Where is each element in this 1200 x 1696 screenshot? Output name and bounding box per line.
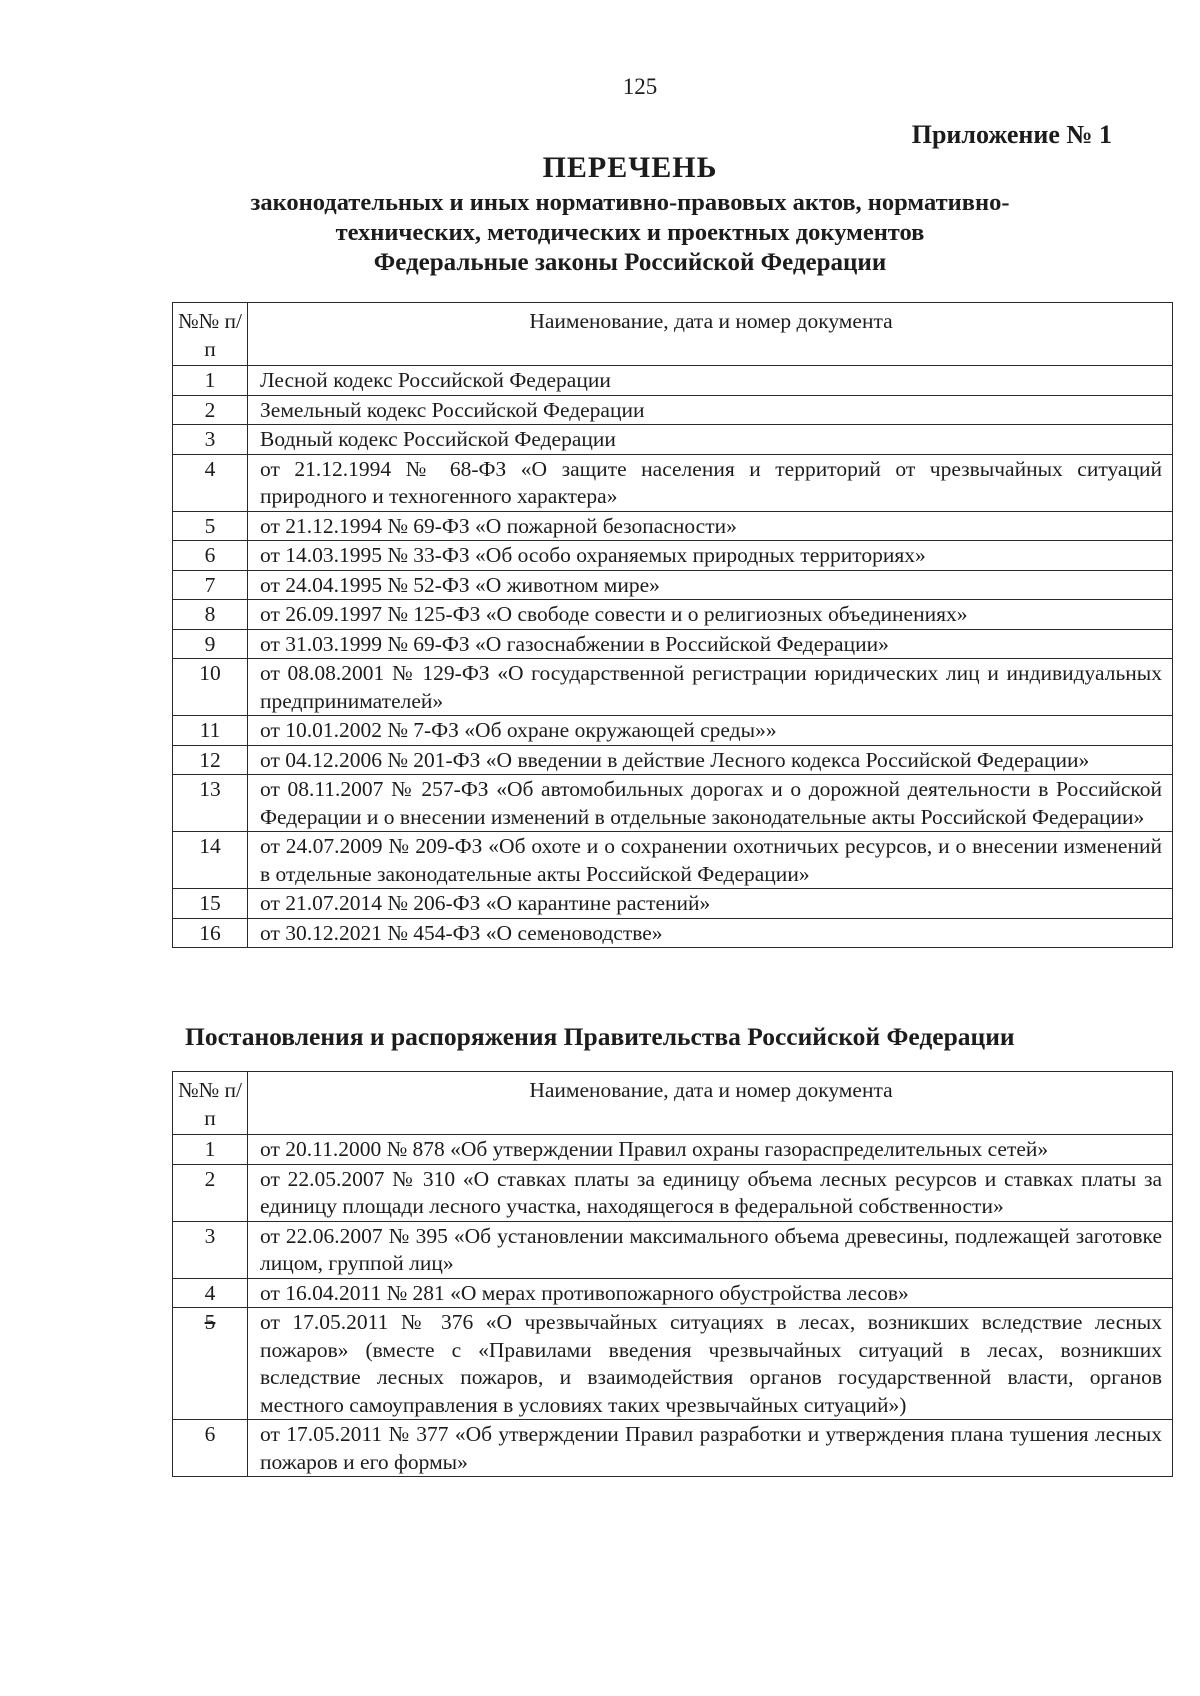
government-acts-table [172, 1071, 1173, 1477]
row-number: 1 [173, 366, 248, 396]
table-row [173, 600, 1173, 630]
row-number: 6 [173, 541, 248, 571]
row-number: 2 [173, 395, 248, 425]
table-row [173, 366, 1173, 396]
row-number: 14 [173, 832, 248, 889]
table-row [173, 889, 1173, 919]
row-document: от 21.07.2014 № 206-ФЗ «О карантине растений» [248, 889, 1173, 919]
table-row [173, 1278, 1173, 1308]
row-number: 16 [173, 918, 248, 948]
table-row [173, 1420, 1173, 1477]
row-document: от 17.05.2011 № 377 «Об утверждении Правил разработки и утверждения плана тушения лесных пожаров и его формы» [248, 1420, 1173, 1477]
table-row [173, 716, 1173, 746]
federal-laws-table [172, 302, 1173, 948]
row-number: 10 [173, 659, 248, 716]
table-row [173, 541, 1173, 571]
row-document: от 21.12.1994 № 68-ФЗ «О защите населения и территорий от чрезвычайных ситуаций природного и техногенного характера» [248, 454, 1173, 511]
row-number: 4 [173, 1278, 248, 1308]
row-number: 4 [173, 454, 248, 511]
table-header-row [173, 1072, 1173, 1135]
row-number: 8 [173, 600, 248, 630]
column-header-number: №№ п/п [173, 303, 248, 366]
table-header-row [173, 303, 1173, 366]
section-heading-government-acts: Постановления и распоряжения Правительства Российской Федерации [185, 1022, 1015, 1051]
row-document: от 26.09.1997 № 125-ФЗ «О свободе совести и о религиозных объединениях» [248, 600, 1173, 630]
row-number: 15 [173, 889, 248, 919]
table-row [173, 918, 1173, 948]
section-heading-federal-laws: Федеральные законы Российской Федерации [373, 249, 887, 276]
row-number: 7 [173, 570, 248, 600]
table-row [173, 775, 1173, 832]
table-row [173, 659, 1173, 716]
column-header-name: Наименование, дата и номер документа [248, 303, 1173, 366]
row-document: от 24.07.2009 № 209-ФЗ «Об охоте и о сохранении охотничьих ресурсов, и о внесении изменений в отдельные законодательные акты Российской Федерации» [248, 832, 1173, 889]
table-row [173, 511, 1173, 541]
row-number: 6 [173, 1420, 248, 1477]
table-row [173, 454, 1173, 511]
table-row [173, 1221, 1173, 1278]
document-subtitle-line2: технических, методических и проектных документов [335, 219, 925, 246]
row-number: 2 [173, 1164, 248, 1221]
row-document: от 20.11.2000 № 878 «Об утверждении Правил охраны газораспределительных сетей» [248, 1135, 1173, 1165]
row-document: Земельный кодекс Российской Федерации [248, 395, 1173, 425]
row-document: от 21.12.1994 № 69-ФЗ «О пожарной безопасности» [248, 511, 1173, 541]
row-document: от 30.12.2021 № 454-ФЗ «О семеноводстве» [248, 918, 1173, 948]
row-document: от 04.12.2006 № 201-ФЗ «О введении в действие Лесного кодекса Российской Федерации» [248, 745, 1173, 775]
table-row [173, 629, 1173, 659]
row-document: от 08.11.2007 № 257-ФЗ «Об автомобильных дорогах и о дорожной деятельности в Российской Федерации и о внесении изменений в отдельные законодательные акты Российской Федерации» [248, 775, 1173, 832]
row-document: Водный кодекс Российской Федерации [248, 425, 1173, 455]
row-document: от 22.05.2007 № 310 «О ставках платы за единицу объема лесных ресурсов и ставках платы за единицу площади лесного участка, находящегося в федеральной собственности» [248, 1164, 1173, 1221]
row-document: от 14.03.1995 № 33-ФЗ «Об особо охраняемых природных территориях» [248, 541, 1173, 571]
document-title: ПЕРЕЧЕНЬ [542, 151, 718, 184]
row-number: 9 [173, 629, 248, 659]
row-document: от 22.06.2007 № 395 «Об установлении максимального объема древесины, подлежащей заготовке лицом, группой лиц» [248, 1221, 1173, 1278]
table-row [173, 570, 1173, 600]
row-number: 5 [173, 1308, 248, 1420]
row-number: 12 [173, 745, 248, 775]
table-row [173, 1135, 1173, 1165]
row-number: 5 [173, 511, 248, 541]
table-row [173, 425, 1173, 455]
row-number: 13 [173, 775, 248, 832]
document-subtitle-line1: законодательных и иных нормативно-правовых актов, нормативно- [250, 189, 1010, 216]
row-document: от 16.04.2011 № 281 «О мерах противопожарного обустройства лесов» [248, 1278, 1173, 1308]
table-row [173, 1164, 1173, 1221]
row-number: 3 [173, 1221, 248, 1278]
row-document: от 08.08.2001 № 129-ФЗ «О государственной регистрации юридических лиц и индивидуальных предпринимателей» [248, 659, 1173, 716]
row-document: от 31.03.1999 № 69-ФЗ «О газоснабжении в Российской Федерации» [248, 629, 1173, 659]
row-document: от 10.01.2002 № 7-ФЗ «Об охране окружающей среды»» [248, 716, 1173, 746]
row-number: 3 [173, 425, 248, 455]
row-document: от 17.05.2011 № 376 «О чрезвычайных ситуациях в лесах, возникших вследствие лесных пожаров» (вместе с «Правилами введения чрезвычайных ситуаций в лесах, возникших вследствие лесных пожаров, и взаимодействия органов государственной власти, органов местного самоуправления в условиях таких чрезвычайных ситуаций») [248, 1308, 1173, 1420]
table-row [173, 395, 1173, 425]
table-row [173, 745, 1173, 775]
row-document: от 24.04.1995 № 52-ФЗ «О животном мире» [248, 570, 1173, 600]
table-row [173, 832, 1173, 889]
column-header-number: №№ п/п [173, 1072, 248, 1135]
column-header-name: Наименование, дата и номер документа [248, 1072, 1173, 1135]
table-row [173, 1308, 1173, 1420]
page-number: 125 [622, 74, 658, 99]
row-number: 1 [173, 1135, 248, 1165]
row-document: Лесной кодекс Российской Федерации [248, 366, 1173, 396]
row-number: 11 [173, 716, 248, 746]
appendix-label: Приложение № 1 [911, 120, 1112, 149]
document-title-block [140, 148, 1120, 278]
